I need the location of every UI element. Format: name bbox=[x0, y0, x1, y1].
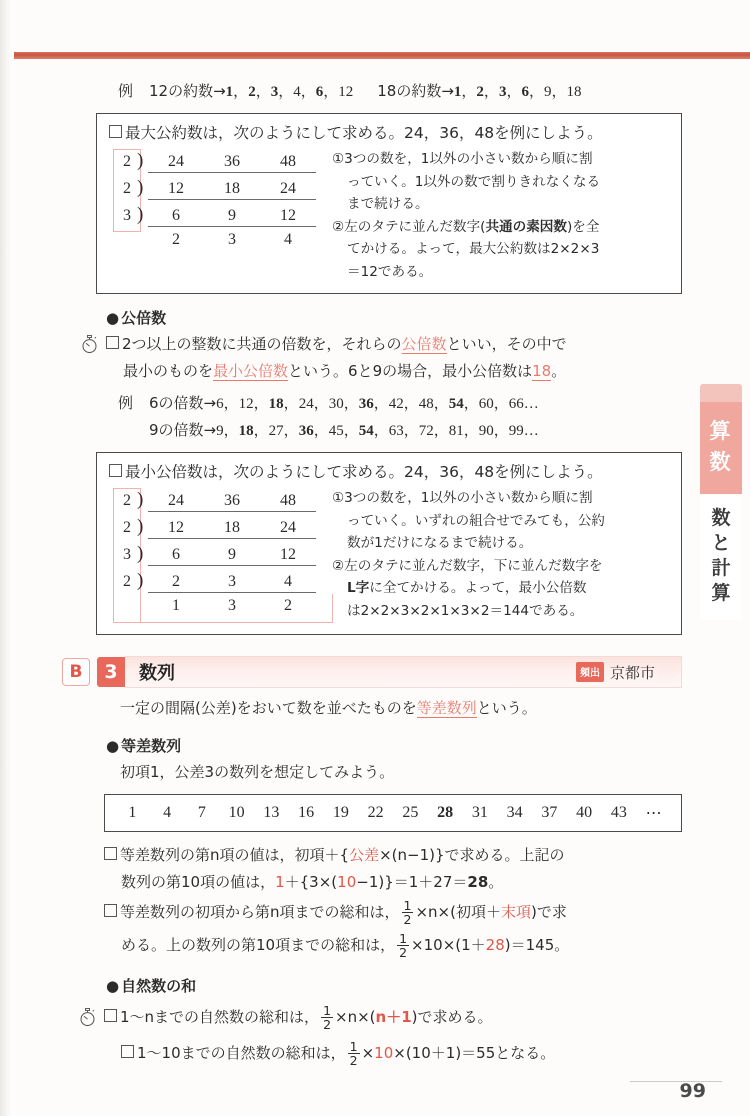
arith-intro: 初項1，公差3の数列を想定してみよう。 bbox=[120, 763, 395, 781]
tab-subject-char-2: 数 bbox=[709, 450, 733, 474]
number-token: 30 bbox=[328, 396, 344, 412]
sequence-term: 1 bbox=[128, 804, 137, 821]
number-token: 54 bbox=[358, 423, 374, 439]
fraction-one-half: $\frac{1}{2}$ bbox=[323, 1003, 332, 1032]
sum-formula-paragraph bbox=[104, 896, 682, 962]
sequence-term: 19 bbox=[332, 804, 349, 821]
checkbox-icon[interactable] bbox=[106, 336, 119, 349]
value-n-10: 10 bbox=[374, 1044, 394, 1062]
value-last-term-28: 28 bbox=[485, 936, 505, 954]
ladder-cell: 36 bbox=[224, 153, 240, 170]
common-multiple-line-2: 最小のものを最小公倍数という。6と9の場合，最小公倍数は18。 bbox=[123, 362, 567, 380]
lcm-step-line: L字に全てかける。よって，最小公倍数 bbox=[347, 580, 587, 596]
number-token: 54 bbox=[448, 396, 464, 412]
value-n-10: 10 bbox=[337, 873, 357, 891]
bullet-dot-icon: ● bbox=[106, 309, 120, 327]
ladder-row bbox=[117, 570, 316, 597]
sequence-term: 4 bbox=[163, 804, 172, 821]
ladder-paren-icon: ) bbox=[137, 543, 144, 564]
number-token: 72 bbox=[418, 423, 434, 439]
tab-cap bbox=[700, 384, 742, 402]
lcm-steps bbox=[322, 487, 671, 622]
number-token: 18 bbox=[238, 423, 254, 439]
natural-sum-paragraph bbox=[104, 999, 682, 1071]
number-token: 90 bbox=[478, 423, 494, 439]
sequence-term: 22 bbox=[367, 804, 384, 821]
ladder-paren-icon: ) bbox=[137, 516, 144, 537]
ladder-row bbox=[117, 489, 316, 516]
ladder-cell: 12 bbox=[168, 180, 184, 197]
number-token: 6 bbox=[216, 396, 224, 412]
ladder-cell: 2 bbox=[284, 597, 292, 614]
ladder-divisor: 3 bbox=[123, 546, 131, 563]
ladder-cell: 18 bbox=[224, 180, 240, 197]
nth-term-line-1: 等差数列の第n項の値は，初項＋{公差×(n−1)}で求める。上記の bbox=[104, 842, 682, 869]
ladder-row-result bbox=[117, 597, 316, 624]
number-token: 24 bbox=[298, 396, 314, 412]
sequence-term: 7 bbox=[197, 804, 206, 821]
number-token: 99… bbox=[508, 423, 539, 439]
ladder-cell: 24 bbox=[168, 492, 184, 509]
term-common-difference: 公差 bbox=[349, 846, 380, 864]
ladder-cell: 6 bbox=[172, 546, 180, 563]
example-divisors-values-18: 1，2，3，6，9，18 bbox=[453, 84, 582, 100]
ladder-cell: 4 bbox=[284, 573, 292, 590]
sequence-term: 31 bbox=[471, 804, 488, 821]
lcm-step-line: ②左のタテに並んだ数字，下に並んだ数字を bbox=[332, 557, 603, 574]
example-divisors-values-12: 1，2，3，4，6，12 bbox=[225, 84, 354, 100]
sequence-term: 40 bbox=[576, 804, 593, 821]
term-common-multiple: 公倍数 bbox=[401, 335, 447, 353]
side-index-tab[interactable] bbox=[700, 384, 742, 620]
natural-sum-line-1: 1〜nまでの自然数の総和は， $\frac{1}{2}$ ×n×(n＋1)で求める。 bbox=[104, 999, 682, 1035]
number-token: 6 bbox=[315, 84, 324, 100]
ladder-cell: 2 bbox=[172, 573, 180, 590]
checkbox-icon[interactable] bbox=[104, 904, 117, 917]
term-lcm: 最小公倍数 bbox=[213, 362, 289, 380]
number-token: 2 bbox=[248, 84, 256, 100]
bullet-dot-icon: ● bbox=[106, 977, 120, 995]
ladder-paren-icon: ) bbox=[137, 150, 144, 171]
example-multiples-prefix-9: 9の倍数→ bbox=[149, 421, 217, 439]
fraction-one-half: $\frac{1}{2}$ bbox=[403, 898, 412, 927]
number-token: 12 bbox=[338, 84, 354, 100]
example-multiples-prefix-6: 6の倍数→ bbox=[149, 394, 217, 412]
tab-chapter-char-2: と bbox=[711, 532, 731, 554]
ladder-cell: 48 bbox=[280, 153, 296, 170]
lcm-algorithm-box bbox=[96, 452, 682, 635]
ladder-divisor: 3 bbox=[123, 207, 131, 224]
example-multiples-values-6: 6，12，18，24，30，36，42，48，54，60，66… bbox=[216, 396, 539, 412]
number-token: 6 bbox=[521, 84, 529, 100]
checkbox-icon[interactable] bbox=[104, 847, 117, 860]
page-content bbox=[69, 78, 682, 1071]
ladder-divisor: 2 bbox=[123, 519, 131, 536]
value-first-term: 1 bbox=[275, 873, 285, 891]
heading-arithmetic-sequence: ● 等差数列 bbox=[106, 737, 182, 755]
nth-term-line-2: 数列の第10項の値は，1＋{3×(10−1)}＝1＋27＝28。 bbox=[121, 873, 504, 891]
number-token: 4 bbox=[293, 84, 301, 100]
sequence-term: 37 bbox=[541, 804, 558, 821]
number-token: 45 bbox=[328, 423, 344, 439]
footer-rule bbox=[630, 1081, 722, 1082]
lcm-ladder bbox=[109, 487, 322, 624]
number-token: 2 bbox=[476, 84, 484, 100]
gcd-step-line: ＝12である。 bbox=[347, 263, 433, 280]
ladder-row bbox=[117, 204, 316, 231]
gcd-step-line: っていく。1以外の数で割りきれなくなる bbox=[347, 173, 601, 190]
ladder-cell: 9 bbox=[228, 207, 236, 224]
ladder-cell: 3 bbox=[228, 231, 236, 248]
number-token: 3 bbox=[498, 84, 507, 100]
number-token: 1 bbox=[225, 84, 234, 100]
section-letter-badge: B bbox=[62, 658, 90, 686]
lcm-step-line: は2×2×3×2×1×3×2＝144である。 bbox=[347, 602, 584, 619]
checkbox-icon[interactable] bbox=[109, 464, 122, 477]
sequence-ellipsis: ⋯ bbox=[645, 805, 662, 822]
lcm-box-heading: 最小公倍数は，次のようにして求める。24，36，48を例にしよう。 bbox=[109, 461, 671, 484]
ladder-cell: 2 bbox=[172, 231, 180, 248]
gcd-step-line: まで続ける。 bbox=[347, 196, 429, 212]
page-gutter-shadow bbox=[0, 0, 14, 1116]
sum-formula-line-1: 等差数列の初項から第n項までの総和は， $\frac{1}{2}$ ×n×(初項＋末項)で求 bbox=[104, 896, 682, 929]
section-header bbox=[62, 655, 682, 689]
example-label: 例 bbox=[118, 394, 134, 412]
ladder-paren-icon: ) bbox=[137, 177, 144, 198]
common-multiple-paragraph bbox=[106, 331, 682, 385]
number-token: 36 bbox=[298, 423, 314, 439]
tab-chapter-char-1: 数 bbox=[711, 507, 731, 529]
sum-formula-line-2: める。上の数列の第10項までの総和は， $\frac{1}{2}$ ×10×(1＋28)＝145。 bbox=[121, 931, 570, 960]
ladder-cell: 1 bbox=[172, 597, 180, 614]
sequence-term: 25 bbox=[402, 804, 419, 821]
section-title: 数列 bbox=[139, 663, 175, 684]
number-token: 36 bbox=[358, 396, 374, 412]
lcm-step-line: っていく。いずれの組合せでみても，公約 bbox=[347, 512, 606, 529]
heading-natural-sum: ● 自然数の和 bbox=[106, 977, 197, 995]
value-answer-28: 28 bbox=[467, 873, 489, 891]
number-token: 27 bbox=[268, 423, 284, 439]
city-tag: 京都市 bbox=[609, 663, 655, 682]
number-token: 9 bbox=[216, 423, 224, 439]
tab-chapter[interactable] bbox=[700, 494, 742, 620]
frequent-tag: 頻出 bbox=[576, 662, 604, 682]
gcd-step-line: ②左のタテに並んだ数字(共通の素因数)を全 bbox=[332, 218, 600, 235]
fraction-one-half: $\frac{1}{2}$ bbox=[349, 1039, 358, 1068]
ladder-row bbox=[117, 516, 316, 543]
example-divisors-prefix-12: 12の約数→ bbox=[149, 82, 226, 100]
lcm-step-line: 数が1だけになるまで続ける。 bbox=[347, 535, 533, 551]
header-rule bbox=[14, 52, 750, 59]
ladder-cell: 18 bbox=[224, 519, 240, 536]
value-lcm-18: 18 bbox=[532, 362, 552, 380]
ladder-cell: 48 bbox=[280, 492, 296, 509]
ladder-cell: 6 bbox=[172, 207, 180, 224]
ladder-cell: 9 bbox=[228, 546, 236, 563]
gcd-steps bbox=[322, 148, 671, 283]
number-token: 60 bbox=[478, 396, 494, 412]
sequence-intro: 一定の間隔(公差)をおいて数を並べたものを等差数列という。 bbox=[120, 699, 537, 717]
gcd-algorithm-box bbox=[96, 113, 682, 294]
number-token: 9 bbox=[543, 84, 552, 100]
sequence-term-highlight: 28 bbox=[437, 804, 454, 821]
sequence-term: 13 bbox=[263, 804, 280, 821]
section-number-badge: 3 bbox=[97, 657, 125, 687]
number-token: 48 bbox=[418, 396, 434, 412]
ladder-divisor: 2 bbox=[123, 492, 131, 509]
number-token: 1 bbox=[453, 84, 462, 100]
stopwatch-icon bbox=[80, 335, 99, 354]
number-token: 81 bbox=[448, 423, 464, 439]
heading-common-multiple: ● 公倍数 bbox=[106, 309, 167, 327]
ladder-cell: 24 bbox=[280, 180, 296, 197]
term-n-plus-1: n＋1 bbox=[375, 1008, 412, 1026]
ladder-paren-icon: ) bbox=[137, 204, 144, 225]
ladder-cell: 12 bbox=[168, 519, 184, 536]
stopwatch-icon bbox=[78, 1008, 97, 1027]
example-multiples-line-2 bbox=[96, 417, 682, 444]
ladder-divisor: 2 bbox=[123, 180, 131, 197]
nth-term-paragraph bbox=[104, 842, 682, 896]
number-token: 63 bbox=[388, 423, 404, 439]
tab-subject-char-1: 算 bbox=[709, 419, 733, 443]
page-number: 99 bbox=[679, 1080, 706, 1102]
natural-sum-line-2: 1〜10までの自然数の総和は， $\frac{1}{2}$ ×10×(10＋1)＝55となる。 bbox=[104, 1035, 682, 1071]
example-label: 例 bbox=[118, 82, 134, 100]
number-token: 12 bbox=[238, 396, 254, 412]
ladder-row bbox=[117, 543, 316, 570]
sequence-term: 16 bbox=[298, 804, 315, 821]
example-multiples-values-9: 9，18，27，36，45，54，63，72，81，90，99… bbox=[216, 423, 539, 439]
term-last-term: 末項 bbox=[500, 903, 531, 921]
sequence-strip bbox=[104, 794, 682, 832]
ladder-divisor: 2 bbox=[123, 153, 131, 170]
ladder-cell: 12 bbox=[280, 207, 296, 224]
section-title-bar bbox=[125, 656, 682, 688]
checkbox-icon[interactable] bbox=[104, 1009, 117, 1022]
common-multiple-line-1: 2つ以上の整数に共通の倍数を，それらの公倍数といい，その中で bbox=[106, 331, 682, 358]
number-token: 66… bbox=[508, 396, 539, 412]
ladder-cell: 24 bbox=[280, 519, 296, 536]
ladder-cell: 12 bbox=[280, 546, 296, 563]
gcd-ladder bbox=[109, 148, 322, 258]
sequence-term: 10 bbox=[228, 804, 245, 821]
fraction-one-half: $\frac{1}{2}$ bbox=[399, 931, 408, 960]
sequence-term: 43 bbox=[610, 804, 627, 821]
ladder-paren-icon: ) bbox=[137, 489, 144, 510]
checkbox-icon[interactable] bbox=[121, 1045, 134, 1058]
example-divisors-prefix-18: 18の約数→ bbox=[377, 82, 454, 100]
gcd-step-line: ①3つの数を，1以外の小さい数から順に割 bbox=[332, 151, 593, 167]
number-token: 18 bbox=[268, 396, 284, 412]
tab-subject[interactable] bbox=[700, 402, 742, 494]
number-token: 3 bbox=[270, 84, 279, 100]
example-divisors-line bbox=[96, 78, 682, 105]
gcd-box-heading: 最大公約数は，次のようにして求める。24，36，48を例にしよう。 bbox=[109, 122, 671, 145]
sequence-term: 34 bbox=[506, 804, 523, 821]
ladder-row-result bbox=[117, 231, 316, 258]
gcd-step-line: てかける。よって，最大公約数は2×2×3 bbox=[347, 241, 600, 257]
ladder-paren-icon: ) bbox=[137, 570, 144, 591]
bullet-dot-icon: ● bbox=[106, 737, 120, 755]
number-token: 18 bbox=[566, 84, 582, 100]
ladder-cell: 24 bbox=[168, 153, 184, 170]
checkbox-icon[interactable] bbox=[109, 125, 122, 138]
ladder-cell: 3 bbox=[228, 573, 236, 590]
tab-chapter-char-3: 計 bbox=[711, 557, 731, 579]
number-token: 42 bbox=[388, 396, 404, 412]
ladder-row bbox=[117, 150, 316, 177]
example-multiples-line-1 bbox=[96, 390, 682, 417]
ladder-cell: 3 bbox=[228, 597, 236, 614]
ladder-cell: 36 bbox=[224, 492, 240, 509]
tab-chapter-char-4: 算 bbox=[711, 582, 731, 604]
term-arithmetic-sequence: 等差数列 bbox=[416, 699, 477, 717]
ladder-row bbox=[117, 177, 316, 204]
ladder-cell: 4 bbox=[284, 231, 292, 248]
ladder-divisor: 2 bbox=[123, 573, 131, 590]
lcm-step-line: ①3つの数を，1以外の小さい数から順に割 bbox=[332, 490, 593, 506]
